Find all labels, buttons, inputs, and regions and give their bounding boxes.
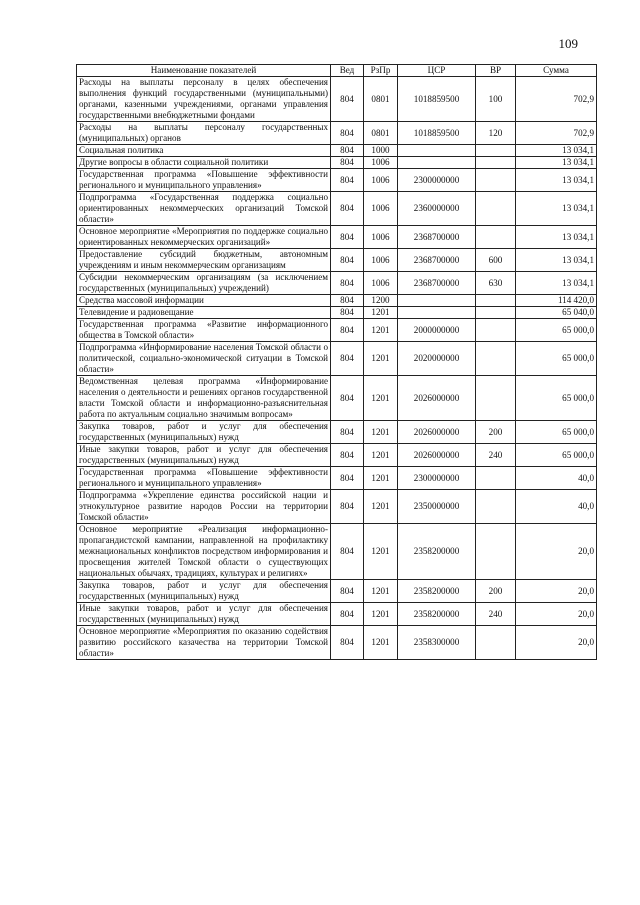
table-row <box>77 421 597 444</box>
table-row <box>77 77 597 122</box>
table-row <box>77 145 597 157</box>
cell-vr: 240 <box>476 444 516 467</box>
cell-ved: 804 <box>331 307 364 319</box>
cell-vr: 120 <box>476 122 516 145</box>
cell-name: Средства массовой информации <box>77 295 331 307</box>
cell-rzpr: 1201 <box>364 626 398 660</box>
table-row <box>77 626 597 660</box>
cell-ved: 804 <box>331 603 364 626</box>
table-row <box>77 272 597 295</box>
header-rzpr: РзПр <box>364 65 398 77</box>
cell-name: Ведомственная целевая программа «Информирование населения о деятельности и решениях органов государственной власти Томской области и информационно-разъяснительная работа по актуальным социально значимым вопросам» <box>77 376 331 421</box>
cell-name: Закупка товаров, работ и услуг для обеспечения государственных (муниципальных) нужд <box>77 580 331 603</box>
cell-vr <box>476 145 516 157</box>
cell-rzpr: 1201 <box>364 467 398 490</box>
cell-sum: 65 000,0 <box>516 376 597 421</box>
cell-vr <box>476 626 516 660</box>
cell-name: Государственная программа «Повышение эффективности регионального и муниципального управления» <box>77 169 331 192</box>
cell-name: Основное мероприятие «Мероприятия по поддержке социально ориентированных некоммерческих организаций» <box>77 226 331 249</box>
cell-csr: 2368700000 <box>398 226 476 249</box>
cell-sum: 65 000,0 <box>516 342 597 376</box>
cell-rzpr: 1006 <box>364 192 398 226</box>
cell-vr <box>476 524 516 580</box>
table-row <box>77 122 597 145</box>
table-row <box>77 157 597 169</box>
cell-sum: 13 034,1 <box>516 192 597 226</box>
cell-name: Основное мероприятие «Мероприятия по оказанию содействия развитию российского казачества на территории Томской области» <box>77 626 331 660</box>
cell-ved: 804 <box>331 319 364 342</box>
table-header-row <box>77 65 597 77</box>
cell-vr: 630 <box>476 272 516 295</box>
cell-name: Субсидии некоммерческим организациям (за исключением государственных (муниципальных) учреждений) <box>77 272 331 295</box>
cell-ved: 804 <box>331 524 364 580</box>
cell-vr: 200 <box>476 580 516 603</box>
header-name: Наименование показателей <box>77 65 331 77</box>
cell-csr: 2300000000 <box>398 169 476 192</box>
cell-sum: 65 040,0 <box>516 307 597 319</box>
cell-vr: 600 <box>476 249 516 272</box>
cell-ved: 804 <box>331 626 364 660</box>
cell-vr <box>476 157 516 169</box>
cell-vr <box>476 169 516 192</box>
page-number: 109 <box>558 36 578 51</box>
cell-rzpr: 1006 <box>364 272 398 295</box>
cell-csr: 2350000000 <box>398 490 476 524</box>
cell-ved: 804 <box>331 145 364 157</box>
cell-ved: 804 <box>331 272 364 295</box>
table-row <box>77 342 597 376</box>
cell-ved: 804 <box>331 192 364 226</box>
cell-rzpr: 1201 <box>364 319 398 342</box>
cell-csr: 2358200000 <box>398 603 476 626</box>
cell-name: Государственная программа «Повышение эффективности регионального и муниципального управления» <box>77 467 331 490</box>
cell-csr: 2358200000 <box>398 524 476 580</box>
cell-vr <box>476 295 516 307</box>
cell-csr: 2358200000 <box>398 580 476 603</box>
cell-csr: 2026000000 <box>398 444 476 467</box>
cell-sum: 114 420,0 <box>516 295 597 307</box>
table-row <box>77 319 597 342</box>
cell-csr: 2020000000 <box>398 342 476 376</box>
header-ved: Вед <box>331 65 364 77</box>
table-row <box>77 249 597 272</box>
table-row <box>77 524 597 580</box>
cell-rzpr: 1006 <box>364 249 398 272</box>
cell-sum: 65 000,0 <box>516 421 597 444</box>
cell-csr: 2026000000 <box>398 376 476 421</box>
cell-vr <box>476 226 516 249</box>
cell-vr: 200 <box>476 421 516 444</box>
cell-ved: 804 <box>331 376 364 421</box>
cell-sum: 13 034,1 <box>516 249 597 272</box>
cell-rzpr: 1201 <box>364 342 398 376</box>
table-row <box>77 376 597 421</box>
cell-vr <box>476 192 516 226</box>
table-row <box>77 603 597 626</box>
cell-vr <box>476 319 516 342</box>
cell-sum: 65 000,0 <box>516 444 597 467</box>
cell-sum: 65 000,0 <box>516 319 597 342</box>
cell-csr: 2300000000 <box>398 467 476 490</box>
cell-sum: 20,0 <box>516 524 597 580</box>
budget-table <box>76 64 597 660</box>
cell-ved: 804 <box>331 295 364 307</box>
table-row <box>77 444 597 467</box>
cell-sum: 40,0 <box>516 490 597 524</box>
cell-rzpr: 1006 <box>364 226 398 249</box>
cell-name: Иные закупки товаров, работ и услуг для обеспечения государственных (муниципальных) нужд <box>77 603 331 626</box>
header-csr: ЦСР <box>398 65 476 77</box>
cell-name: Подпрограмма «Государственная поддержка социально ориентированных некоммерческих организаций Томской области» <box>77 192 331 226</box>
cell-csr: 1018859500 <box>398 77 476 122</box>
cell-csr <box>398 157 476 169</box>
cell-rzpr: 1200 <box>364 295 398 307</box>
cell-rzpr: 1201 <box>364 444 398 467</box>
table-row <box>77 490 597 524</box>
cell-name: Другие вопросы в области социальной политики <box>77 157 331 169</box>
cell-ved: 804 <box>331 226 364 249</box>
cell-vr <box>476 376 516 421</box>
cell-sum: 702,9 <box>516 77 597 122</box>
cell-sum: 13 034,1 <box>516 157 597 169</box>
cell-name: Расходы на выплаты персоналу государственных (муниципальных) органов <box>77 122 331 145</box>
cell-csr: 2026000000 <box>398 421 476 444</box>
cell-sum: 20,0 <box>516 626 597 660</box>
header-sum: Сумма <box>516 65 597 77</box>
table-row <box>77 192 597 226</box>
cell-rzpr: 1201 <box>364 580 398 603</box>
table-row <box>77 226 597 249</box>
cell-ved: 804 <box>331 421 364 444</box>
cell-vr <box>476 467 516 490</box>
cell-csr <box>398 145 476 157</box>
cell-rzpr: 0801 <box>364 122 398 145</box>
cell-name: Подпрограмма «Укрепление единства российской нации и этнокультурное развитие народов России на территории Томской области» <box>77 490 331 524</box>
cell-vr: 240 <box>476 603 516 626</box>
cell-sum: 20,0 <box>516 580 597 603</box>
cell-csr: 1018859500 <box>398 122 476 145</box>
table-body <box>77 77 597 660</box>
table-row <box>77 307 597 319</box>
cell-ved: 804 <box>331 490 364 524</box>
cell-name: Закупка товаров, работ и услуг для обеспечения государственных (муниципальных) нужд <box>77 421 331 444</box>
cell-csr <box>398 295 476 307</box>
cell-csr: 2358300000 <box>398 626 476 660</box>
cell-ved: 804 <box>331 444 364 467</box>
cell-sum: 13 034,1 <box>516 169 597 192</box>
cell-name: Государственная программа «Развитие информационного общества в Томской области» <box>77 319 331 342</box>
cell-ved: 804 <box>331 249 364 272</box>
header-vr: ВР <box>476 65 516 77</box>
cell-ved: 804 <box>331 580 364 603</box>
cell-name: Расходы на выплаты персоналу в целях обеспечения выполнения функций государственными (муниципальными) органами, казенными учреждениями, органами управления государственными внебюджетными фондами <box>77 77 331 122</box>
cell-csr: 2360000000 <box>398 192 476 226</box>
cell-name: Телевидение и радиовещание <box>77 307 331 319</box>
cell-csr <box>398 307 476 319</box>
cell-rzpr: 1201 <box>364 490 398 524</box>
cell-vr <box>476 307 516 319</box>
cell-sum: 13 034,1 <box>516 226 597 249</box>
cell-sum: 40,0 <box>516 467 597 490</box>
cell-vr <box>476 342 516 376</box>
cell-name: Предоставление субсидий бюджетным, автономным учреждениям и иным некоммерческим организациям <box>77 249 331 272</box>
cell-name: Основное мероприятие «Реализация информационно-пропагандистской кампании, направленной на профилактику межнациональных конфликтов посредством информирования и просвещения жителей Томской области о существующих национальных обычаях, традициях, культурах и религиях» <box>77 524 331 580</box>
cell-ved: 804 <box>331 342 364 376</box>
cell-sum: 20,0 <box>516 603 597 626</box>
cell-sum: 13 034,1 <box>516 272 597 295</box>
cell-rzpr: 1006 <box>364 169 398 192</box>
cell-rzpr: 0801 <box>364 77 398 122</box>
cell-csr: 2368700000 <box>398 249 476 272</box>
cell-vr <box>476 490 516 524</box>
table-row <box>77 169 597 192</box>
cell-sum: 702,9 <box>516 122 597 145</box>
table-row <box>77 467 597 490</box>
table-row <box>77 295 597 307</box>
cell-ved: 804 <box>331 467 364 490</box>
cell-ved: 804 <box>331 77 364 122</box>
cell-rzpr: 1006 <box>364 157 398 169</box>
cell-vr: 100 <box>476 77 516 122</box>
cell-csr: 2368700000 <box>398 272 476 295</box>
cell-rzpr: 1201 <box>364 376 398 421</box>
cell-ved: 804 <box>331 157 364 169</box>
cell-rzpr: 1201 <box>364 524 398 580</box>
cell-sum: 13 034,1 <box>516 145 597 157</box>
cell-rzpr: 1201 <box>364 307 398 319</box>
cell-rzpr: 1201 <box>364 421 398 444</box>
table-row <box>77 580 597 603</box>
cell-name: Иные закупки товаров, работ и услуг для обеспечения государственных (муниципальных) нужд <box>77 444 331 467</box>
cell-name: Социальная политика <box>77 145 331 157</box>
cell-ved: 804 <box>331 169 364 192</box>
cell-csr: 2000000000 <box>398 319 476 342</box>
cell-name: Подпрограмма «Информирование населения Томской области о политической, социально-экономической ситуации в Томской области» <box>77 342 331 376</box>
cell-ved: 804 <box>331 122 364 145</box>
cell-rzpr: 1000 <box>364 145 398 157</box>
cell-rzpr: 1201 <box>364 603 398 626</box>
